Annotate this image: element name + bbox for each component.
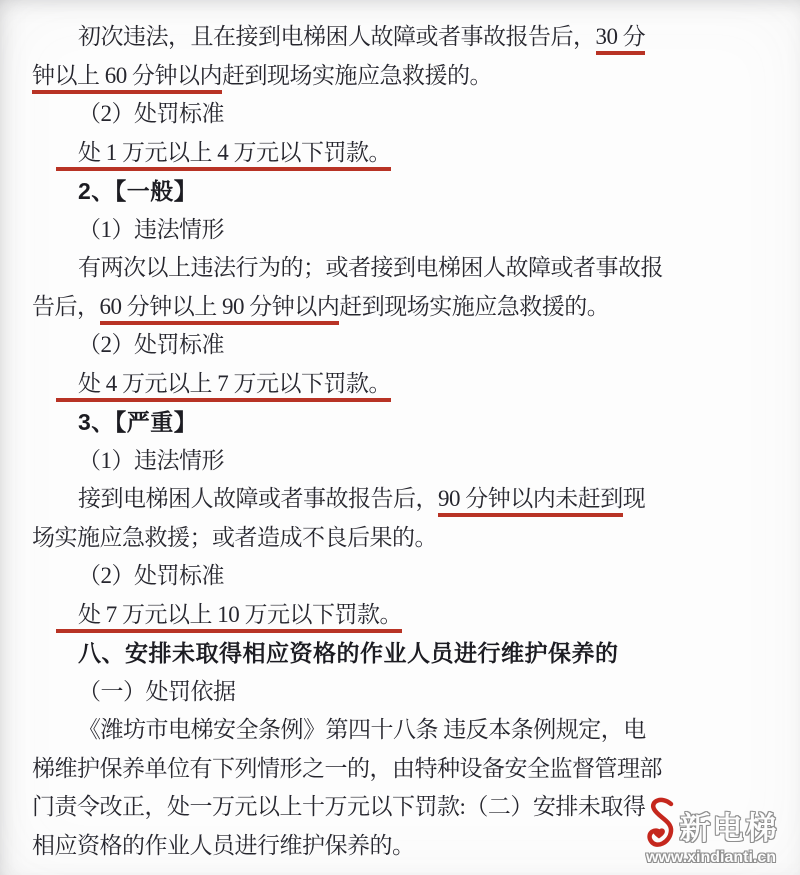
- doc-line: [32, 95, 687, 134]
- doc-line: [32, 596, 687, 635]
- text-segment: （一）处罚依据: [78, 678, 236, 704]
- red-underline-emphasis: 90 分钟以内未赶到: [438, 486, 623, 517]
- text-segment: 相应资格的作业人员进行维护保养的。: [32, 832, 415, 858]
- watermark-url-text: www.xindianti.cn: [645, 849, 777, 866]
- watermark-brand-row: [628, 799, 794, 851]
- doc-line: [32, 480, 687, 519]
- heading-line: [32, 172, 687, 211]
- text-segment: （1）违法情形: [78, 447, 224, 473]
- text-segment: （2）处罚标准: [78, 563, 224, 588]
- doc-line: [32, 18, 687, 57]
- xindianti-watermark: [628, 799, 794, 867]
- doc-line: [32, 519, 687, 558]
- text-segment: （2）处罚标准: [78, 332, 224, 357]
- red-underline-emphasis: 60 分钟以上 90 分钟以内: [100, 294, 340, 325]
- text-segment: 初次违法，且在接到电梯困人故障或者事故报告后，: [78, 24, 596, 49]
- figure-8-heart-icon: [644, 797, 678, 856]
- text-segment: 《潍坊市电梯安全条例》第四十八条 违反本条例规定，电: [78, 717, 646, 742]
- doc-line: [32, 557, 687, 596]
- doc-line: [32, 57, 687, 96]
- text-segment: 有两次以上违法行为的；或者接到电梯困人故障或者事故报: [78, 255, 663, 280]
- doc-line: [32, 673, 687, 712]
- doc-line: [32, 326, 687, 365]
- doc-line: [32, 288, 687, 327]
- text-segment: 场实施应急救援；或者造成不良后果的。: [32, 524, 437, 550]
- doc-line: [32, 442, 687, 481]
- red-underline-emphasis: 30 分: [596, 24, 646, 55]
- text-segment: （1）违法情形: [78, 216, 224, 242]
- text-segment: 八、安排未取得相应资格的作业人员进行维护保养的: [78, 640, 619, 666]
- text-segment: （2）处罚标准: [78, 101, 224, 126]
- heading-line: [32, 634, 687, 673]
- doc-line: [32, 711, 687, 750]
- text-segment: 2、【一般】: [78, 178, 198, 204]
- watermark-brand-text: 新电梯: [679, 810, 779, 846]
- text-segment: 接到电梯困人故障或者事故报告后，: [78, 486, 438, 511]
- text-segment: 3、【严重】: [78, 409, 198, 435]
- doc-line: [32, 134, 687, 173]
- text-segment: 告后，: [32, 293, 100, 319]
- text-segment: 赶到现场实施应急救援的。: [222, 62, 492, 88]
- doc-line: [32, 211, 687, 250]
- red-underline-emphasis: 处 4 万元以上 7 万元以下罚款。: [56, 371, 391, 402]
- document-body: [32, 18, 687, 865]
- doc-line: [32, 827, 687, 866]
- doc-line: [32, 365, 687, 404]
- text-segment: 梯维护保养单位有下列情形之一的，由特种设备安全监督管理部: [32, 755, 662, 781]
- red-underline-emphasis: 钟以上 60 分钟以内: [32, 63, 222, 94]
- text-segment: 赶到现场实施应急救援的。: [339, 293, 610, 319]
- red-underline-emphasis: 处 1 万元以上 4 万元以下罚款。: [56, 140, 391, 171]
- red-underline-emphasis: 处 7 万元以上 10 万元以下罚款。: [56, 602, 402, 633]
- text-segment: 现: [622, 486, 646, 511]
- doc-line: [32, 750, 687, 789]
- heading-line: [32, 403, 687, 442]
- doc-line: [32, 788, 687, 827]
- text-segment: 门责令改正，处一万元以上十万元以下罚款:（二）安排未取得: [32, 794, 646, 819]
- doc-line: [32, 249, 687, 288]
